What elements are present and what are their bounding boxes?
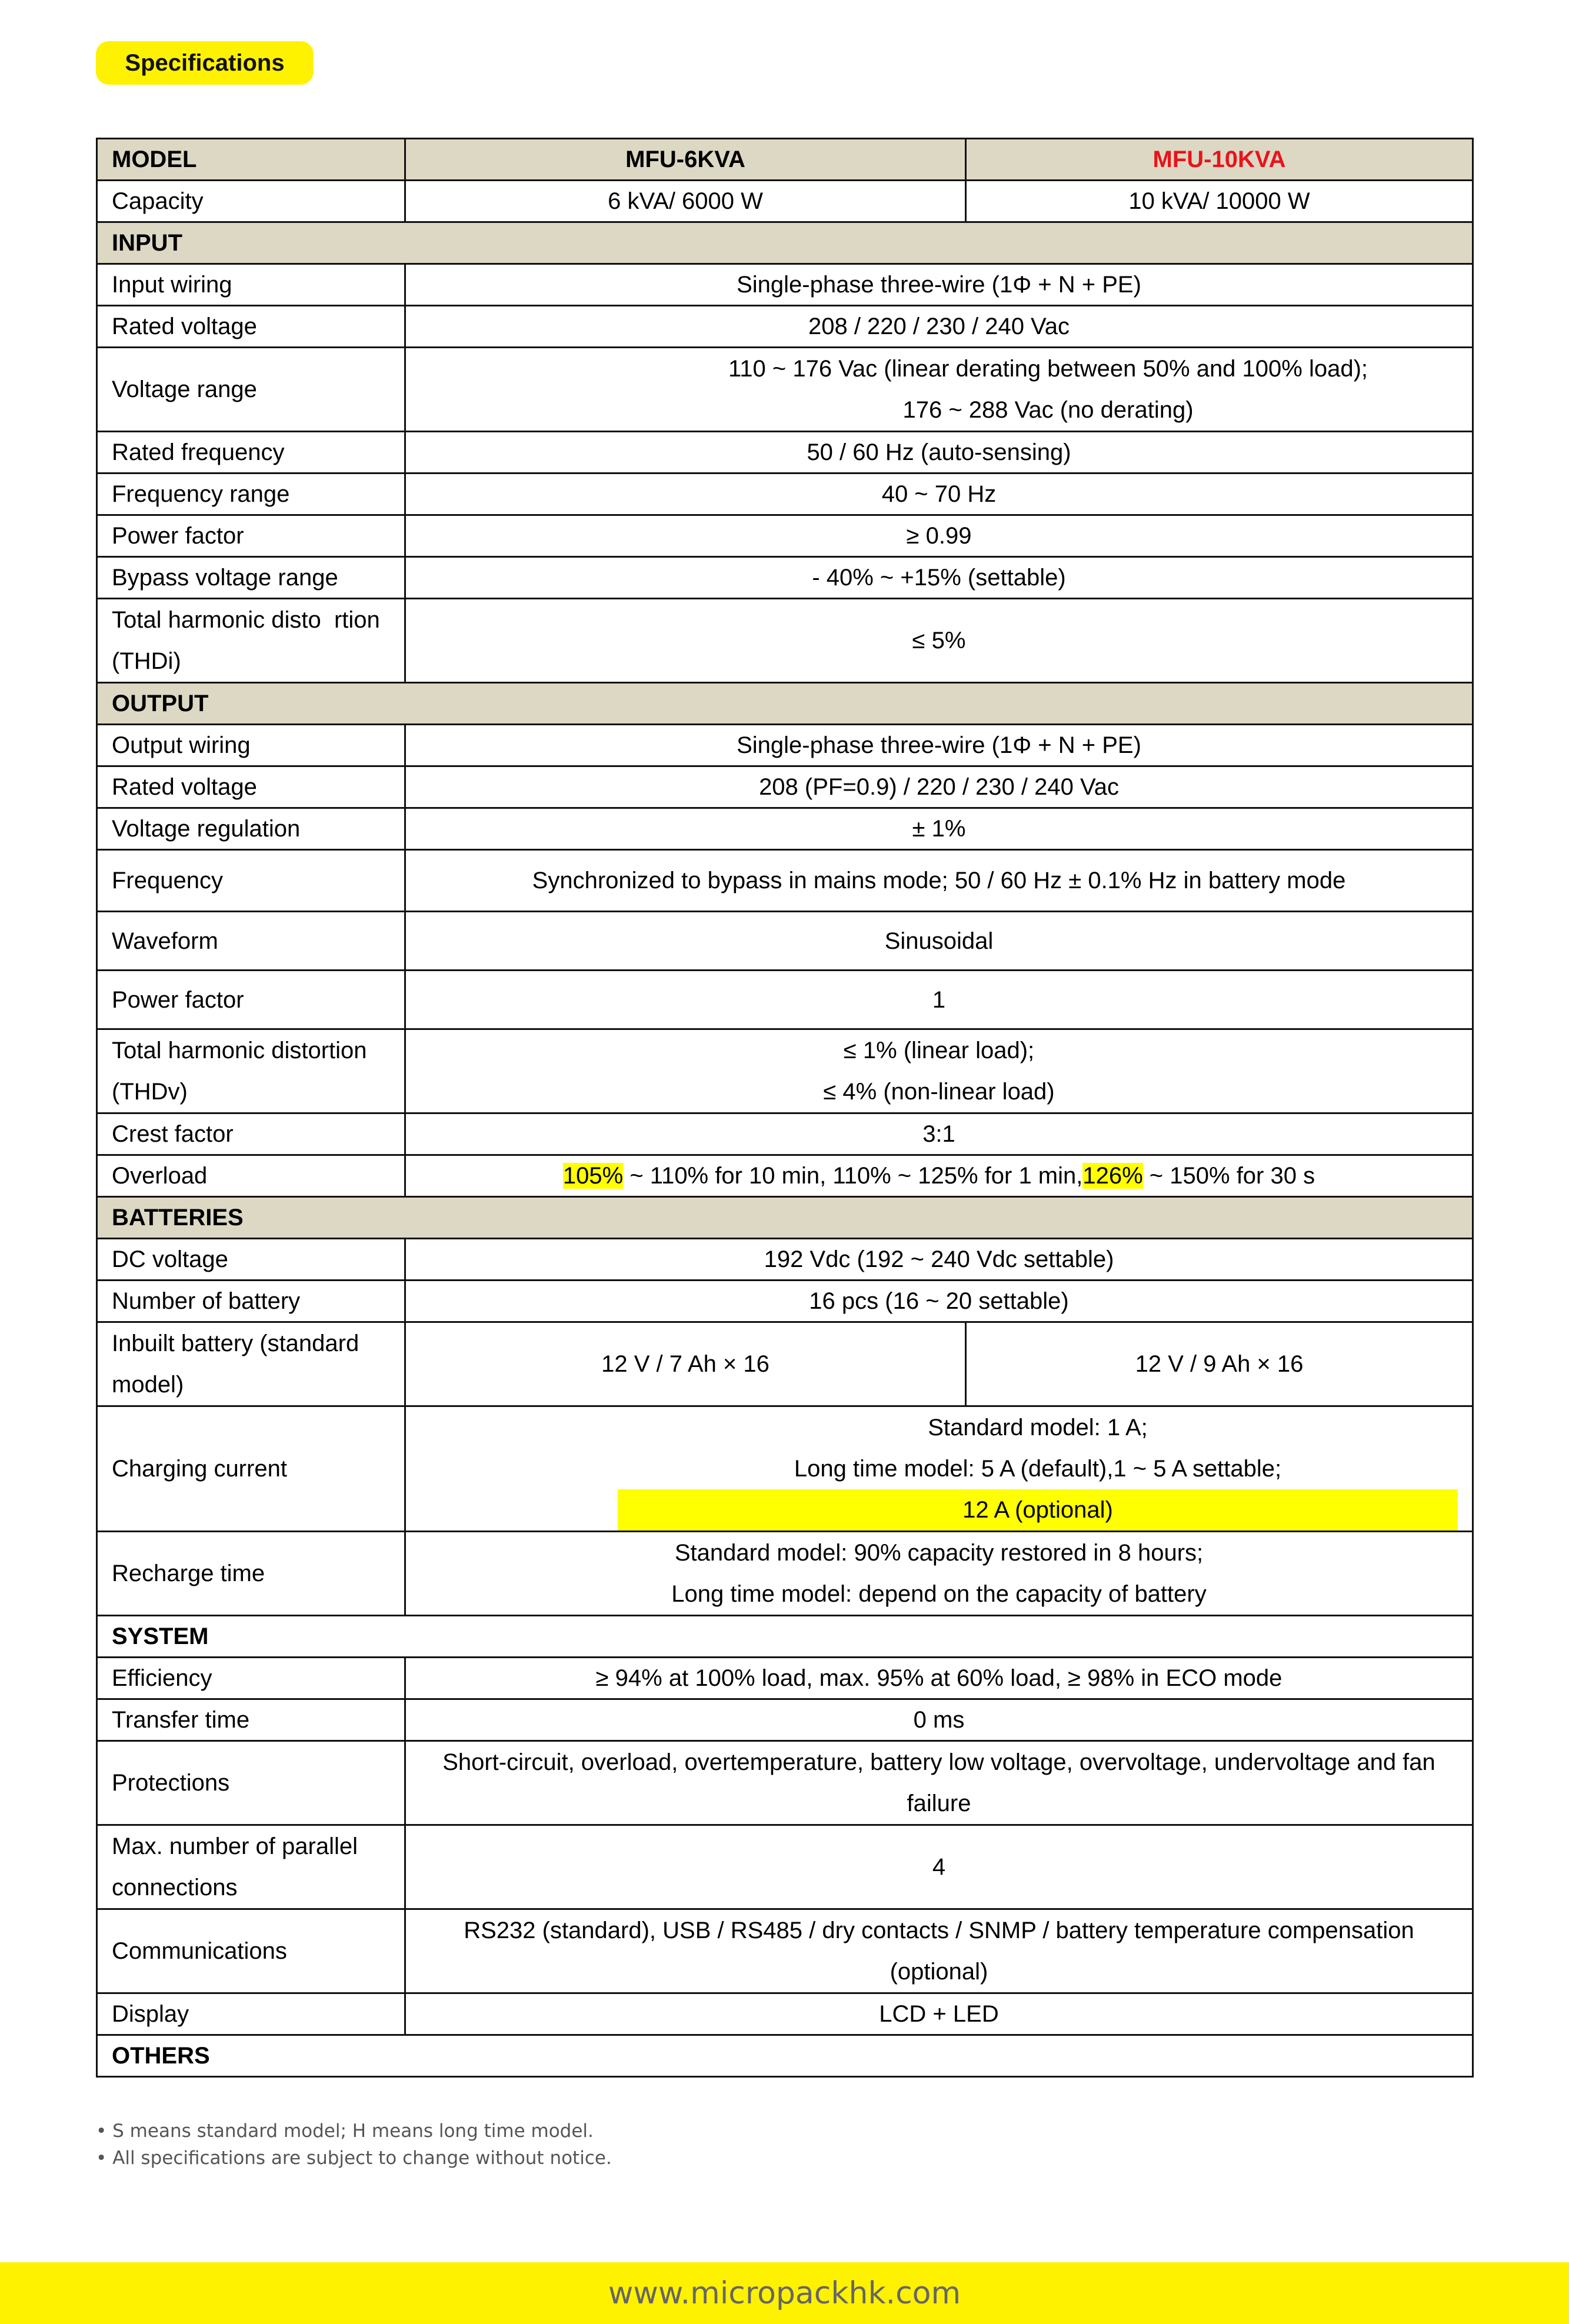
row-label: Voltage range xyxy=(97,348,405,432)
row-value: Single-phase three-wire (1Φ + N + PE) xyxy=(405,264,1473,306)
table-row xyxy=(97,1909,1473,1993)
value-line: ≤ 1% (linear load); xyxy=(843,1038,1035,1063)
table-row xyxy=(97,1281,1473,1322)
row-value: 192 Vdc (192 ~ 240 Vdc settable) xyxy=(405,1239,1473,1281)
value-line: (optional) xyxy=(890,1959,988,1985)
row-label: Recharge time xyxy=(97,1532,405,1616)
value-line: 176 ~ 288 Vac (no derating) xyxy=(902,397,1194,423)
table-row xyxy=(97,808,1473,850)
highlighted-value: 12 A (optional) xyxy=(618,1489,1458,1531)
table-row xyxy=(97,1029,1473,1113)
value-text: ~ 110% for 10 min, 110% ~ 125% for 1 min, xyxy=(623,1163,1083,1189)
row-value xyxy=(405,1155,1473,1197)
row-label: Waveform xyxy=(97,912,405,971)
page-title: Specifications xyxy=(125,49,285,76)
specifications-title-badge xyxy=(96,41,314,85)
row-label: Charging current xyxy=(97,1406,405,1532)
row-value xyxy=(405,348,1473,432)
value-text: ≤ 5% xyxy=(912,628,966,653)
value-line: Long time model: depend on the capacity of battery xyxy=(671,1581,1207,1607)
row-value: Single-phase three-wire (1Φ + N + PE) xyxy=(405,725,1473,766)
row-value xyxy=(405,1029,1473,1113)
row-label: Transfer time xyxy=(97,1699,405,1741)
table-row xyxy=(97,1532,1473,1616)
table-row xyxy=(97,599,1473,683)
label-line: Total harmonic disto rtion xyxy=(112,607,380,633)
row-label xyxy=(97,1825,405,1909)
table-row xyxy=(97,1993,1473,2035)
label-line: Max. number of parallel xyxy=(112,1833,358,1859)
highlighted-value: 105% xyxy=(562,1163,624,1189)
section-others xyxy=(97,2035,1473,2077)
value-line: Standard model: 90% capacity restored in 8 hours; xyxy=(674,1540,1204,1566)
row-label: Input wiring xyxy=(97,264,405,306)
capacity-10kva: 10 kVA/ 10000 W xyxy=(966,181,1473,222)
label-line: (THDi) xyxy=(112,648,181,674)
table-row xyxy=(97,264,1473,306)
value-line: Short-circuit, overload, overtemperature, battery low voltage, overvoltage, undervoltage and fan xyxy=(442,1749,1435,1775)
row-value xyxy=(405,1909,1473,1993)
battery-10kva: 12 V / 9 Ah × 16 xyxy=(966,1322,1473,1406)
row-label: Protections xyxy=(97,1741,405,1825)
table-row xyxy=(97,348,1473,432)
table-row xyxy=(97,1406,1473,1532)
table-row xyxy=(97,181,1473,222)
row-label: Output wiring xyxy=(97,725,405,766)
row-label: Number of battery xyxy=(97,1281,405,1322)
label-line: model) xyxy=(112,1372,184,1398)
footnote: • S means standard model; H means long time model. xyxy=(96,2120,594,2142)
row-value: 0 ms xyxy=(405,1699,1473,1741)
table-row xyxy=(97,1825,1473,1909)
row-value xyxy=(405,1532,1473,1616)
table-row xyxy=(97,766,1473,808)
model-header-row xyxy=(97,139,1473,181)
model-10kva: MFU-10KVA xyxy=(966,139,1473,181)
section-title: INPUT xyxy=(97,222,1473,264)
capacity-6kva: 6 kVA/ 6000 W xyxy=(405,181,966,222)
label-line: Inbuilt battery (standard xyxy=(112,1331,359,1356)
highlighted-value: 126% xyxy=(1082,1163,1143,1189)
footnote: • All specifications are subject to change without notice. xyxy=(96,2148,612,2169)
row-label: Power factor xyxy=(97,515,405,557)
table-row xyxy=(97,1322,1473,1406)
row-value: 3:1 xyxy=(405,1113,1473,1155)
value-line xyxy=(618,1448,1458,1531)
table-row xyxy=(97,971,1473,1029)
row-label: Capacity xyxy=(97,181,405,222)
footnotes xyxy=(96,2118,612,2172)
row-label: Power factor xyxy=(97,971,405,1029)
row-value: 208 / 220 / 230 / 240 Vac xyxy=(405,306,1473,348)
row-value: ± 1% xyxy=(405,808,1473,850)
row-label: Rated frequency xyxy=(97,432,405,474)
table-row xyxy=(97,1113,1473,1155)
table-row xyxy=(97,306,1473,348)
row-value xyxy=(405,1825,1473,1909)
section-title: OUTPUT xyxy=(97,683,1473,725)
row-value: ≥ 94% at 100% load, max. 95% at 60% load, ≥ 98% in ECO mode xyxy=(405,1658,1473,1699)
row-value: 50 / 60 Hz (auto-sensing) xyxy=(405,432,1473,474)
table-row xyxy=(97,432,1473,474)
row-label xyxy=(97,1029,405,1113)
row-label: Frequency xyxy=(97,850,405,912)
table-row xyxy=(97,474,1473,515)
row-label: Display xyxy=(97,1993,405,2035)
model-label: MODEL xyxy=(97,139,405,181)
footer-bar xyxy=(0,2262,1569,2324)
model-6kva: MFU-6KVA xyxy=(405,139,966,181)
value-line: failure xyxy=(907,1790,971,1816)
row-value xyxy=(405,1741,1473,1825)
row-label: DC voltage xyxy=(97,1239,405,1281)
row-value xyxy=(405,599,1473,683)
section-title: OTHERS xyxy=(97,2035,1473,2077)
row-value: 1 xyxy=(405,971,1473,1029)
row-value: Sinusoidal xyxy=(405,912,1473,971)
row-label xyxy=(97,1322,405,1406)
row-value: 208 (PF=0.9) / 220 / 230 / 240 Vac xyxy=(405,766,1473,808)
row-label: Frequency range xyxy=(97,474,405,515)
section-title: SYSTEM xyxy=(97,1616,1473,1658)
row-value: ≥ 0.99 xyxy=(405,515,1473,557)
value-text: Long time model: 5 A (default),1 ~ 5 A settable; xyxy=(794,1456,1282,1482)
website-link[interactable]: www.micropackhk.com xyxy=(608,2275,961,2311)
table-row xyxy=(97,912,1473,971)
section-system xyxy=(97,1616,1473,1658)
table-row xyxy=(97,557,1473,599)
section-input xyxy=(97,222,1473,264)
row-value xyxy=(405,1406,1473,1532)
row-label: Rated voltage xyxy=(97,306,405,348)
table-row xyxy=(97,515,1473,557)
value-text: 4 xyxy=(932,1854,946,1880)
label-line: Total harmonic distortion xyxy=(112,1038,367,1063)
row-value: - 40% ~ +15% (settable) xyxy=(405,557,1473,599)
row-label: Overload xyxy=(97,1155,405,1197)
table-row xyxy=(97,1658,1473,1699)
value-line: RS232 (standard), USB / RS485 / dry contacts / SNMP / battery temperature compensation xyxy=(464,1918,1414,1943)
table-row xyxy=(97,850,1473,912)
table-row xyxy=(97,1239,1473,1281)
value-text: ~ 150% for 30 s xyxy=(1142,1163,1315,1189)
row-value: 40 ~ 70 Hz xyxy=(405,474,1473,515)
row-label: Communications xyxy=(97,1909,405,1993)
battery-6kva: 12 V / 7 Ah × 16 xyxy=(405,1322,966,1406)
section-output xyxy=(97,683,1473,725)
row-label: Bypass voltage range xyxy=(97,557,405,599)
specifications-table xyxy=(96,138,1474,2078)
section-batteries xyxy=(97,1197,1473,1239)
value-line: ≤ 4% (non-linear load) xyxy=(823,1079,1055,1105)
table-row xyxy=(97,1741,1473,1825)
row-label xyxy=(97,599,405,683)
label-line: connections xyxy=(112,1875,238,1900)
table-row xyxy=(97,1155,1473,1197)
label-line: (THDv) xyxy=(112,1079,188,1105)
row-label: Crest factor xyxy=(97,1113,405,1155)
row-value: Synchronized to bypass in mains mode; 50 / 60 Hz ± 0.1% Hz in battery mode xyxy=(405,850,1473,912)
section-title: BATTERIES xyxy=(97,1197,1473,1239)
row-label: Efficiency xyxy=(97,1658,405,1699)
value-line: Standard model: 1 A; xyxy=(928,1415,1148,1441)
table-row xyxy=(97,725,1473,766)
table-row xyxy=(97,1699,1473,1741)
row-label: Voltage regulation xyxy=(97,808,405,850)
row-value: 16 pcs (16 ~ 20 settable) xyxy=(405,1281,1473,1322)
row-value: LCD + LED xyxy=(405,1993,1473,2035)
row-label: Rated voltage xyxy=(97,766,405,808)
value-line: 110 ~ 176 Vac (linear derating between 50% and 100% load); xyxy=(728,356,1368,382)
